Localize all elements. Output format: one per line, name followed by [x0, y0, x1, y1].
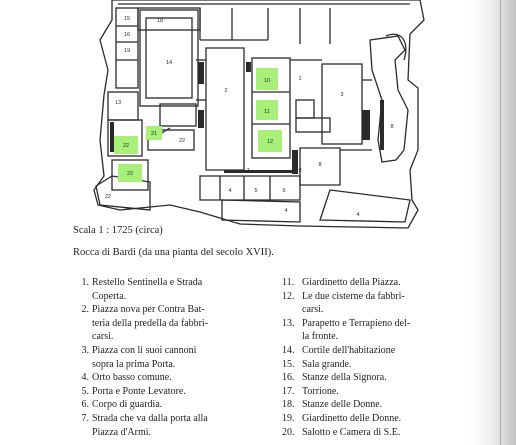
- legend-item: [282, 412, 462, 426]
- room-label: 10: [263, 78, 271, 84]
- legend-item-number: 19.: [282, 412, 295, 424]
- room-label: 3: [340, 92, 344, 98]
- legend-item-text: Torrione.: [302, 385, 339, 397]
- legend-item-number: 5.: [81, 385, 89, 397]
- legend-item-text: Porta e Ponte Levatore.: [92, 385, 186, 397]
- legend-item-number: 16.: [282, 372, 295, 384]
- legend-item-text: Restello Sentinella e Strada Coperta.: [92, 277, 203, 302]
- room-label: 21: [150, 131, 158, 137]
- legend-item-number: 4.: [81, 372, 89, 384]
- legend-item: [74, 371, 274, 385]
- room-label: 9: [298, 168, 302, 174]
- room-label: 4: [284, 208, 288, 214]
- legend-item-text: Strada che va dalla porta alla Piazza d'Armi.: [92, 412, 208, 438]
- room-label: 2: [224, 88, 228, 94]
- room-label: 6: [282, 188, 286, 194]
- room-label: 22: [122, 143, 130, 149]
- room-label: 18: [156, 18, 164, 24]
- legend-item: [282, 276, 462, 290]
- room-label: 22: [104, 194, 112, 200]
- legend-item: [282, 344, 462, 358]
- room-label: 4: [228, 188, 232, 194]
- room-label: 11: [264, 109, 270, 115]
- room-label: 22: [126, 171, 134, 177]
- legend-item: [74, 412, 274, 439]
- legend-item-text: Orto basso comune.: [92, 372, 172, 384]
- legend-item: [282, 290, 462, 317]
- legend-item-number: 2.: [81, 304, 89, 316]
- legend-item-text: Salotto e Camera di S.E.: [302, 426, 401, 438]
- legend-item-number: 18.: [282, 399, 295, 411]
- legend-item-number: 14.: [282, 344, 295, 356]
- room-label: 15: [123, 16, 131, 22]
- room-label: 14: [165, 60, 173, 66]
- room-label: 22: [178, 138, 186, 144]
- legend-column-left: [74, 276, 274, 439]
- legend-item: [74, 385, 274, 399]
- legend-item-text: Cortile dell'habitazione: [302, 344, 396, 356]
- legend-item-number: 20.: [282, 426, 295, 438]
- legend-item-number: 17.: [282, 385, 295, 397]
- legend-item-number: 7.: [81, 412, 89, 424]
- room-label: 12: [266, 139, 274, 145]
- room-label: 16: [123, 32, 131, 38]
- legend-item-text: Piazza con li suoi cannoni sopra la prima Porta.: [92, 344, 197, 370]
- room-label: 8: [318, 162, 322, 168]
- legend-item-text: Piazza nova per Contra Bat- teria della predella da fabbri- carsi.: [92, 304, 209, 343]
- legend-item-text: Giardinetto della Piazza.: [302, 277, 401, 288]
- legend-item-number: 11.: [282, 277, 295, 288]
- legend-item: [74, 276, 274, 303]
- legend-item-text: Le due cisterne da fabbri- carsi.: [302, 290, 405, 316]
- plan-wall-blocks: [110, 62, 384, 174]
- room-label: 5: [254, 188, 258, 194]
- legend-item-text: Sala grande.: [302, 358, 352, 370]
- legend-item-number: 15.: [282, 358, 295, 370]
- room-label: 7: [246, 168, 250, 174]
- legend-column-right: [282, 276, 462, 439]
- legend-item-text: Giardinetto delle Donne.: [302, 412, 402, 424]
- legend-item: [282, 317, 462, 344]
- legend-item: [74, 398, 274, 412]
- legend-item-text: Stanze della Signora.: [302, 372, 387, 384]
- legend-item: [282, 426, 462, 440]
- legend-item-number: 12.: [282, 290, 295, 302]
- room-label: 1: [298, 76, 302, 82]
- legend-item-number: 3.: [81, 344, 89, 356]
- room-label: 19: [123, 48, 131, 54]
- legend-item-number: 1.: [81, 277, 89, 288]
- legend-item-text: Corpo di guardia.: [92, 399, 163, 411]
- legend-item-text: Stanze delle Donne.: [302, 399, 383, 411]
- plan-title-caption: Rocca di Bardi (da una pianta del secolo XVII).: [73, 247, 274, 258]
- legend-item: [282, 385, 462, 399]
- room-label: 13: [114, 100, 122, 106]
- legend-item: [74, 303, 274, 344]
- legend-item: [282, 371, 462, 385]
- legend-item: [282, 398, 462, 412]
- legend-item: [282, 358, 462, 372]
- legend-item-text: Parapetto e Terrapieno del- la fronte.: [302, 317, 411, 343]
- plan-scale-caption: Scala 1 : 1725 (circa): [73, 225, 163, 236]
- room-label: 8: [390, 124, 394, 130]
- legend-item-number: 13.: [282, 317, 295, 329]
- room-label: 4: [356, 212, 360, 218]
- legend-item: [74, 344, 274, 371]
- legend-item-number: 6.: [81, 399, 89, 411]
